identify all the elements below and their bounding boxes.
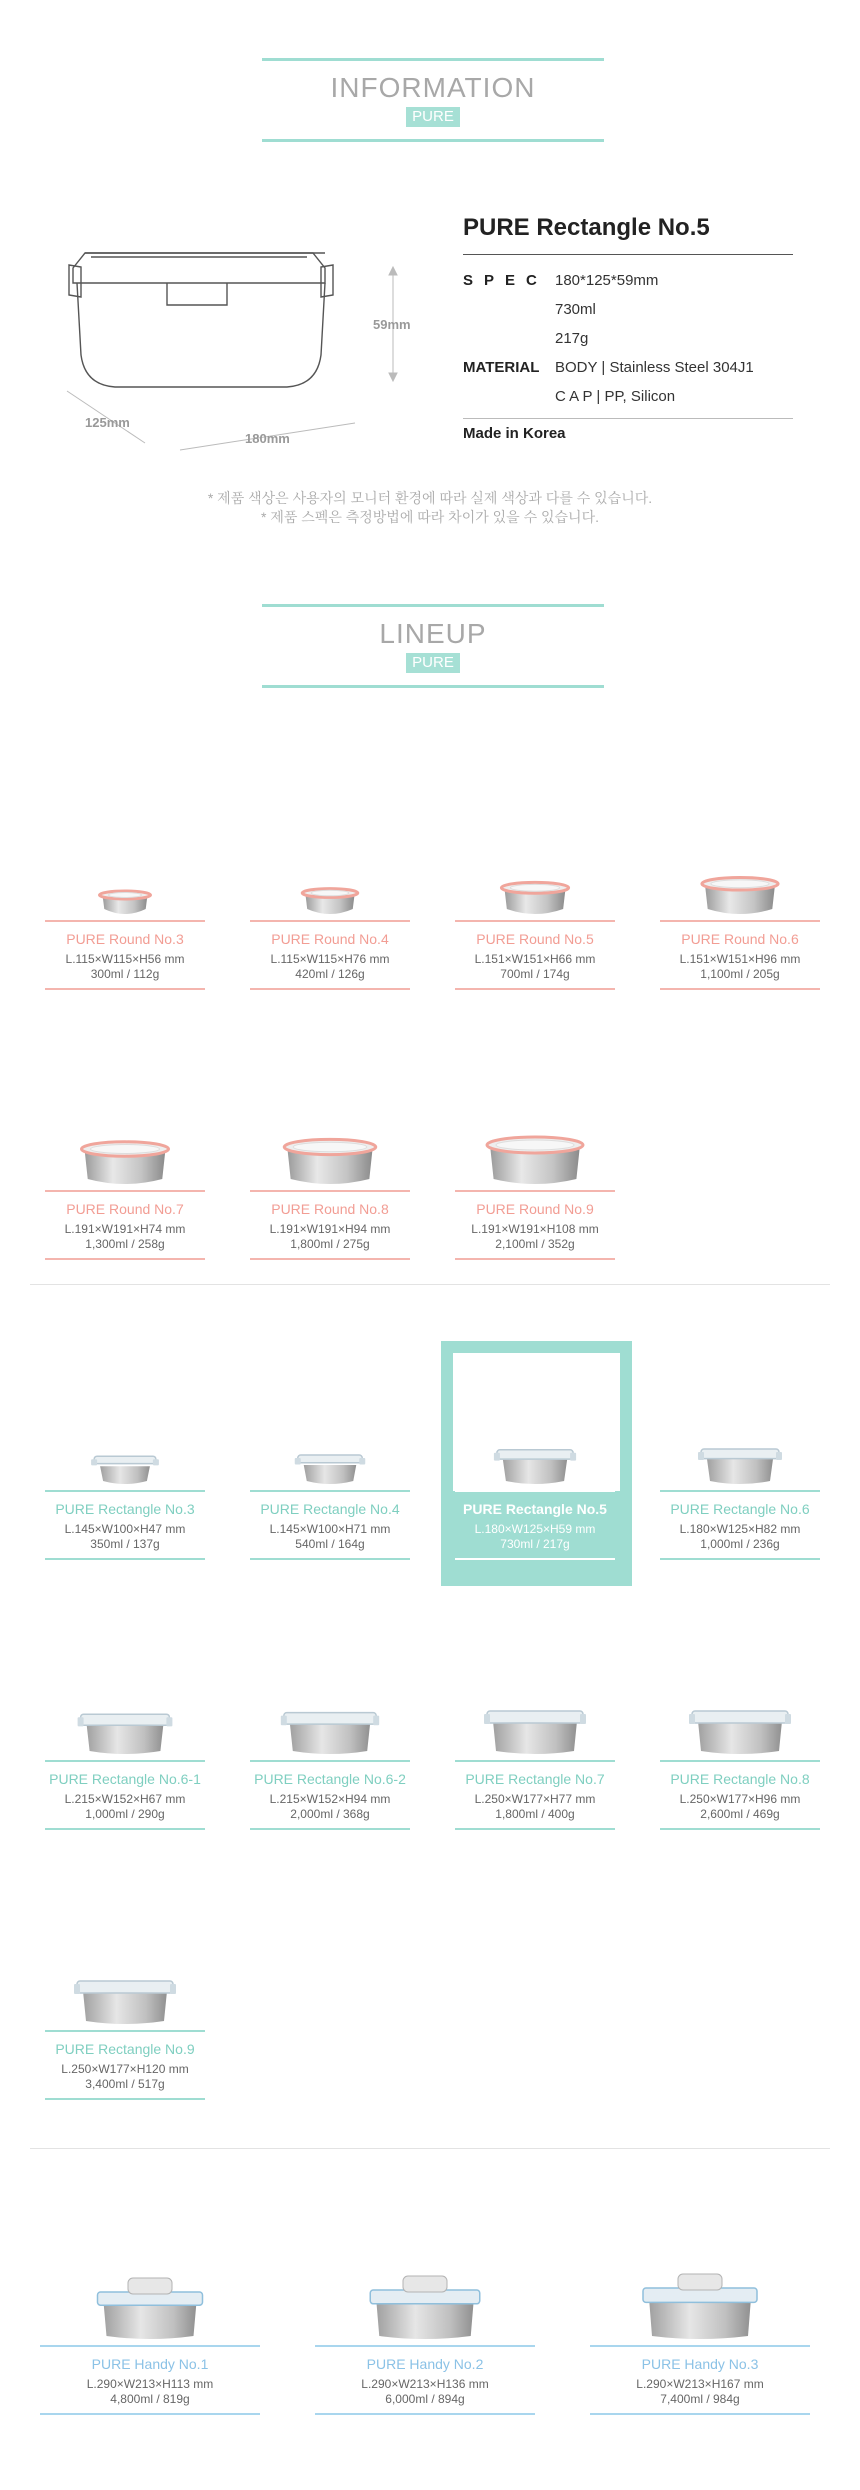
- card-product-name: PURE Rectangle No.5: [463, 1501, 607, 1517]
- card-bottom-line: [660, 1558, 820, 1560]
- card-top-line: [455, 1490, 615, 1492]
- card-top-line: [455, 1190, 615, 1192]
- card-capacity-weight: 1,800ml / 275g: [290, 1237, 370, 1251]
- spec-row-1: [463, 267, 658, 295]
- card-product-name: PURE Handy No.1: [91, 2356, 209, 2372]
- card-bottom-line: [660, 988, 820, 990]
- product-title: PURE Rectangle No.5: [463, 214, 710, 241]
- product-image: [45, 1930, 205, 2030]
- product-dimension-drawing: [55, 205, 435, 455]
- card-bottom-line: [250, 988, 410, 990]
- card-product-name: PURE Handy No.2: [366, 2356, 484, 2372]
- card-capacity-weight: 1,300ml / 258g: [85, 1237, 165, 1251]
- card-bottom-line: [250, 1558, 410, 1560]
- product-image: [40, 2245, 260, 2345]
- card-capacity-weight: 3,400ml / 517g: [85, 2077, 165, 2091]
- card-dimensions: L.191×W191×H94 mm: [269, 1222, 391, 1236]
- card-capacity-weight: 350ml / 137g: [90, 1537, 160, 1551]
- card-bottom-line: [45, 2098, 205, 2100]
- card-dimensions: L.180×W125×H59 mm: [474, 1522, 596, 1536]
- note-color: * 제품 색상은 사용자의 모니터 환경에 따라 실제 색상과 다를 수 있습니다.: [207, 490, 653, 506]
- lineup-card[interactable]: [45, 1660, 205, 1830]
- card-dimensions: L.145×W100×H47 mm: [64, 1522, 186, 1536]
- material-body: BODY | Stainless Steel 304J1: [555, 359, 754, 376]
- lineup-card[interactable]: [250, 820, 410, 990]
- card-product-name: PURE Round No.5: [476, 931, 594, 947]
- spec-label: SPEC: [463, 272, 548, 289]
- card-top-line: [45, 1190, 205, 1192]
- card-bottom-line: [250, 1258, 410, 1260]
- card-dimensions: L.151×W151×H66 mm: [474, 952, 596, 966]
- lineup-title: LINEUP: [379, 618, 487, 649]
- width-label: 125mm: [85, 415, 130, 430]
- header-bottom-line: [262, 685, 604, 688]
- card-capacity-weight: 6,000ml / 894g: [385, 2392, 465, 2406]
- card-product-name: PURE Round No.8: [271, 1201, 389, 1217]
- product-image: [660, 1660, 820, 1760]
- card-top-line: [660, 1490, 820, 1492]
- card-top-line: [45, 1490, 205, 1492]
- card-bottom-line: [455, 1258, 615, 1260]
- product-image: [455, 1390, 615, 1490]
- card-capacity-weight: 730ml / 217g: [500, 1537, 570, 1551]
- card-dimensions: L.290×W213×H136 mm: [361, 2377, 489, 2391]
- card-bottom-line: [40, 2413, 260, 2415]
- card-product-name: PURE Rectangle No.6: [670, 1501, 810, 1517]
- card-bottom-line: [315, 2413, 535, 2415]
- product-image: [45, 1090, 205, 1190]
- lineup-card[interactable]: [45, 1090, 205, 1260]
- card-product-name: PURE Handy No.3: [641, 2356, 759, 2372]
- product-image: [590, 2245, 810, 2345]
- card-top-line: [315, 2345, 535, 2347]
- card-capacity-weight: 2,000ml / 368g: [290, 1807, 370, 1821]
- card-product-name: PURE Round No.9: [476, 1201, 594, 1217]
- card-dimensions: L.215×W152×H94 mm: [269, 1792, 391, 1806]
- card-capacity-weight: 2,600ml / 469g: [700, 1807, 780, 1821]
- card-top-line: [250, 1490, 410, 1492]
- card-capacity-weight: 2,100ml / 352g: [495, 1237, 575, 1251]
- card-bottom-line: [250, 1828, 410, 1830]
- product-image: [455, 820, 615, 920]
- lineup-header: [262, 604, 604, 688]
- section-divider: [30, 2148, 830, 2149]
- lineup-badge: PURE: [406, 653, 460, 673]
- product-image: [45, 1390, 205, 1490]
- header-bottom-line: [262, 139, 604, 142]
- card-product-name: PURE Rectangle No.8: [670, 1771, 810, 1787]
- card-bottom-line: [45, 988, 205, 990]
- card-top-line: [40, 2345, 260, 2347]
- card-top-line: [45, 2030, 205, 2032]
- card-product-name: PURE Rectangle No.6-2: [254, 1771, 406, 1787]
- card-dimensions: L.290×W213×H167 mm: [636, 2377, 764, 2391]
- material-row-1: [463, 354, 754, 382]
- lineup-card[interactable]: [45, 1390, 205, 1560]
- card-capacity-weight: 300ml / 112g: [90, 967, 160, 981]
- card-top-line: [455, 920, 615, 922]
- origin-text: Made in Korea: [463, 425, 566, 442]
- card-product-name: PURE Rectangle No.7: [465, 1771, 605, 1787]
- lineup-card[interactable]: [45, 1930, 205, 2100]
- lineup-card[interactable]: [250, 1660, 410, 1830]
- card-dimensions: L.115×W115×H76 mm: [270, 952, 390, 966]
- card-product-name: PURE Rectangle No.3: [55, 1501, 195, 1517]
- card-dimensions: L.180×W125×H82 mm: [679, 1522, 801, 1536]
- spec-row-2: [463, 296, 596, 324]
- product-image: [455, 1660, 615, 1760]
- card-product-name: PURE Rectangle No.6-1: [49, 1771, 201, 1787]
- card-top-line: [660, 920, 820, 922]
- card-bottom-line: [45, 1828, 205, 1830]
- card-capacity-weight: 1,100ml / 205g: [700, 967, 780, 981]
- card-product-name: PURE Round No.4: [271, 931, 389, 947]
- header-top-line: [262, 58, 604, 61]
- card-top-line: [250, 920, 410, 922]
- lineup-card[interactable]: [455, 1390, 615, 1560]
- product-image: [250, 820, 410, 920]
- card-dimensions: L.145×W100×H71 mm: [269, 1522, 391, 1536]
- card-top-line: [250, 1760, 410, 1762]
- information-badge: PURE: [406, 107, 460, 127]
- product-image: [455, 1090, 615, 1190]
- product-image: [45, 1660, 205, 1760]
- material-label: MATERIAL: [463, 359, 540, 376]
- spec-value-volume: 730ml: [555, 301, 596, 318]
- spec-value-size: 180*125*59mm: [555, 272, 659, 289]
- product-image: [660, 820, 820, 920]
- card-top-line: [45, 920, 205, 922]
- lineup-card[interactable]: [455, 1660, 615, 1830]
- lineup-card[interactable]: [455, 820, 615, 990]
- card-product-name: PURE Rectangle No.9: [55, 2041, 195, 2057]
- lineup-card[interactable]: [455, 1090, 615, 1260]
- card-top-line: [250, 1190, 410, 1192]
- product-image: [315, 2245, 535, 2345]
- card-dimensions: L.250×W177×H96 mm: [679, 1792, 801, 1806]
- card-capacity-weight: 7,400ml / 984g: [660, 2392, 740, 2406]
- card-bottom-line: [590, 2413, 810, 2415]
- card-capacity-weight: 4,800ml / 819g: [110, 2392, 190, 2406]
- card-bottom-line: [455, 988, 615, 990]
- lineup-card[interactable]: [660, 820, 820, 990]
- card-dimensions: L.250×W177×H120 mm: [61, 2062, 189, 2076]
- card-capacity-weight: 540ml / 164g: [295, 1537, 365, 1551]
- card-top-line: [45, 1760, 205, 1762]
- card-dimensions: L.191×W191×H108 mm: [471, 1222, 599, 1236]
- information-header: [262, 58, 604, 142]
- information-title: INFORMATION: [330, 72, 536, 103]
- lineup-card[interactable]: [45, 820, 205, 990]
- card-dimensions: L.115×W115×H56 mm: [65, 952, 185, 966]
- lineup-card[interactable]: [250, 1090, 410, 1260]
- spec-row-3: [463, 325, 588, 353]
- card-product-name: PURE Rectangle No.4: [260, 1501, 400, 1517]
- product-image: [250, 1660, 410, 1760]
- product-image: [660, 1390, 820, 1490]
- card-capacity-weight: 1,000ml / 236g: [700, 1537, 780, 1551]
- card-bottom-line: [660, 1828, 820, 1830]
- length-label: 180mm: [245, 431, 290, 446]
- spec-value-weight: 217g: [555, 330, 589, 347]
- lineup-card[interactable]: [660, 1660, 820, 1830]
- lineup-card[interactable]: [40, 2245, 260, 2415]
- card-dimensions: L.290×W213×H113 mm: [86, 2377, 214, 2391]
- card-product-name: PURE Round No.3: [66, 931, 184, 947]
- card-bottom-line: [45, 1558, 205, 1560]
- material-row-2: [463, 383, 675, 411]
- section-divider: [30, 1284, 830, 1285]
- card-capacity-weight: 1,800ml / 400g: [495, 1807, 575, 1821]
- card-top-line: [590, 2345, 810, 2347]
- card-top-line: [660, 1760, 820, 1762]
- card-capacity-weight: 700ml / 174g: [500, 967, 570, 981]
- card-top-line: [455, 1760, 615, 1762]
- product-image: [250, 1390, 410, 1490]
- card-dimensions: L.191×W191×H74 mm: [64, 1222, 186, 1236]
- note-spec: * 제품 스펙은 측정방법에 따라 차이가 있을 수 있습니다.: [261, 509, 599, 525]
- card-product-name: PURE Round No.6: [681, 931, 799, 947]
- lineup-card[interactable]: [250, 1390, 410, 1560]
- card-dimensions: L.151×W151×H96 mm: [679, 952, 801, 966]
- lineup-card[interactable]: [660, 1390, 820, 1560]
- height-label: 59mm: [373, 317, 411, 332]
- lineup-card[interactable]: [590, 2245, 810, 2415]
- header-top-line: [262, 604, 604, 607]
- card-bottom-line: [455, 1558, 615, 1560]
- spec-bottom-rule: [463, 418, 793, 419]
- product-image: [250, 1090, 410, 1190]
- card-capacity-weight: 1,000ml / 290g: [85, 1807, 165, 1821]
- lineup-card[interactable]: [315, 2245, 535, 2415]
- card-dimensions: L.250×W177×H77 mm: [474, 1792, 596, 1806]
- card-capacity-weight: 420ml / 126g: [295, 967, 365, 981]
- card-bottom-line: [45, 1258, 205, 1260]
- product-image: [45, 820, 205, 920]
- card-bottom-line: [455, 1828, 615, 1830]
- card-product-name: PURE Round No.7: [66, 1201, 184, 1217]
- material-cap: C A P | PP, Silicon: [555, 388, 676, 405]
- spec-top-rule: [463, 254, 793, 255]
- card-dimensions: L.215×W152×H67 mm: [64, 1792, 186, 1806]
